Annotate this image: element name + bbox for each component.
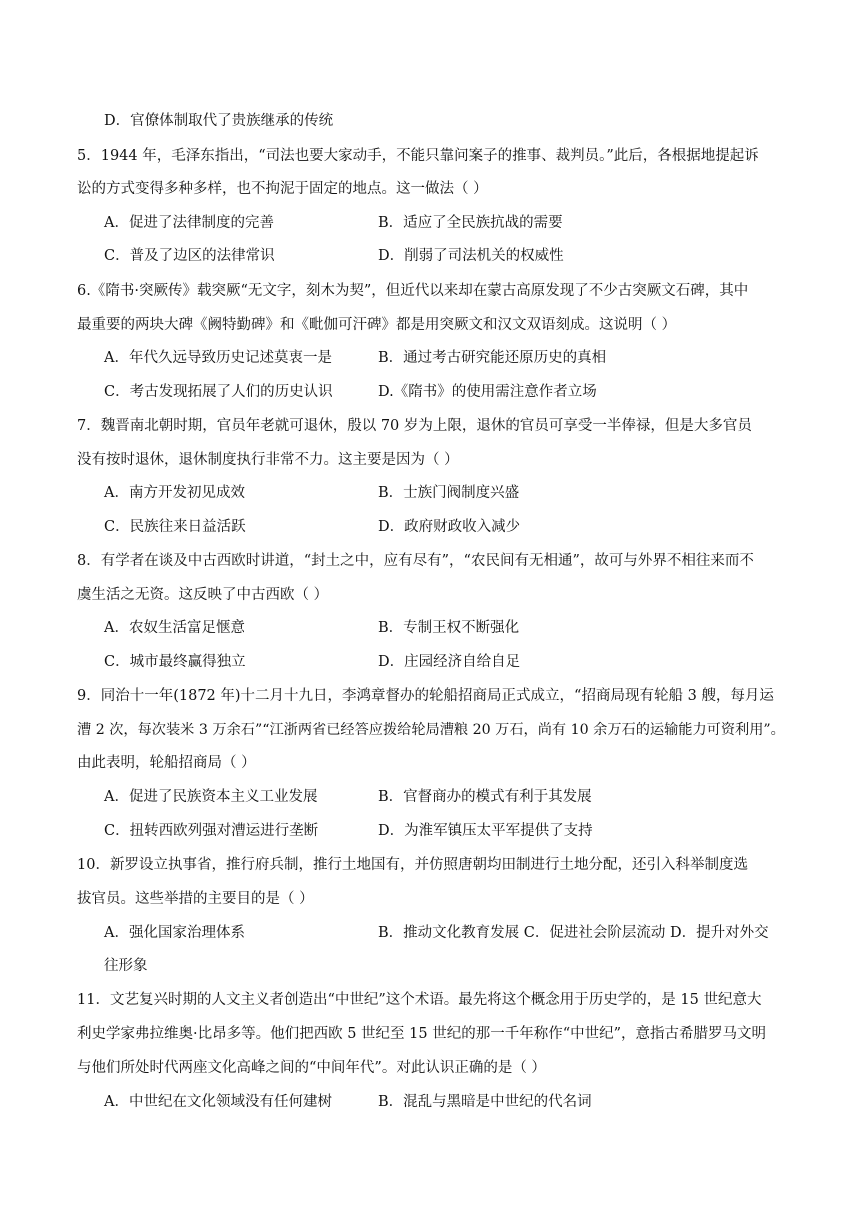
q11-stem-line2: 利史学家弗拉维奥·比昂多等。他们把西欧 5 世纪至 15 世纪的那一千年称作“中世纪”，意指古希腊罗马文明: [77, 1026, 767, 1042]
q8-option-c: C．城市最终赢得独立: [104, 654, 246, 670]
q6-option-d: D.《隋书》的使用需注意作者立场: [378, 384, 597, 400]
q6-stem-line2: 最重要的两块大碑《阙特勤碑》和《毗伽可汗碑》都是用突厥文和汉文双语刻成。这说明（ ）: [77, 317, 677, 333]
q5-stem-line1: 5．1944 年，毛泽东指出，“司法也要大家动手，不能只靠问案子的推事、裁判员。”此后，各根据地提起诉: [77, 148, 759, 164]
q5-option-b: B．适应了全民族抗战的需要: [378, 215, 563, 231]
q11-option-a: A．中世纪在文化领域没有任何建树: [104, 1094, 332, 1110]
q9-stem-line1: 9．同治十一年(1872 年)十二月十九日，李鸿章督办的轮船招商局正式成立，“招商局现有轮船 3 艘，每月运: [77, 688, 774, 704]
q7-option-b: B．士族门阀制度兴盛: [378, 485, 520, 501]
q7-stem-line2: 没有按时退休，退休制度执行非常不力。这主要是因为（ ）: [77, 452, 459, 468]
q7-option-a: A．南方开发初见成效: [104, 485, 245, 501]
q10-option-a: A．强化国家治理体系: [104, 925, 245, 941]
q7-stem-line1: 7．魏晋南北朝时期，官员年老就可退休，殷以 70 岁为上限，退休的官员可享受一半俸禄，但是大多官员: [77, 418, 752, 434]
q8-stem-line1: 8．有学者在谈及中古西欧时讲道，“封土之中，应有尽有”，“农民间有无相通”，故可与外界不相往来而不: [77, 553, 754, 569]
q10-option-bcd: B．推动文化教育发展 C．促进社会阶层流动 D．提升对外交: [378, 925, 769, 941]
q11-option-b: B．混乱与黑暗是中世纪的代名词: [378, 1094, 592, 1110]
q10-option-d-continued: 往形象: [104, 958, 148, 974]
q11-stem-line1: 11．文艺复兴时期的人文主义者创造出“中世纪”这个术语。最先将这个概念用于历史学的，是 15 世纪意大: [77, 992, 762, 1008]
q4-option-d: D．官僚体制取代了贵族继承的传统: [104, 113, 334, 129]
q5-option-a: A．促进了法律制度的完善: [104, 215, 274, 231]
q6-option-c: C．考古发现拓展了人们的历史认识: [104, 384, 333, 400]
q6-stem-line1: 6.《隋书·突厥传》载突厥“无文字，刻木为契”，但近代以来却在蒙古高原发现了不少古突厥文石碑，其中: [77, 283, 749, 299]
q8-stem-line2: 虞生活之无资。这反映了中古西欧（ ）: [77, 587, 329, 603]
q8-option-d: D．庄园经济自给自足: [378, 654, 521, 670]
q9-option-c: C．扭转西欧列强对漕运进行垄断: [104, 823, 319, 839]
q9-stem-line2: 漕 2 次，每次装米 3 万余石”“江浙两省已经答应拨给轮局漕粮 20 万石，尚有 10 余万石的运输能力可资利用”。: [77, 722, 785, 738]
q10-stem-line1: 10．新罗设立执事省，推行府兵制，推行土地国有，并仿照唐朝均田制进行土地分配，还引入科举制度选: [77, 857, 748, 873]
q11-stem-line3: 与他们所处时代两座文化高峰之间的“中间年代”。对此认识正确的是（ ）: [77, 1060, 546, 1076]
q9-stem-line3: 由此表明，轮船招商局（ ）: [77, 755, 256, 771]
q5-option-d: D．削弱了司法机关的权威性: [378, 248, 564, 264]
q6-option-b: B．通过考古研究能还原历史的真相: [378, 350, 607, 366]
q5-stem-line2: 讼的方式变得多种多样，也不拘泥于固定的地点。这一做法（ ）: [77, 181, 488, 197]
q5-option-c: C．普及了边区的法律常识: [104, 248, 275, 264]
q8-option-a: A．农奴生活富足惬意: [104, 620, 245, 636]
q6-option-a: A．年代久远导致历史记述莫衷一是: [104, 350, 332, 366]
q7-option-d: D．政府财政收入减少: [378, 519, 521, 535]
q8-option-b: B．专制王权不断强化: [378, 620, 520, 636]
q7-option-c: C．民族往来日益活跃: [104, 519, 246, 535]
q9-option-b: B．官督商办的模式有利于其发展: [378, 789, 592, 805]
q9-option-d: D．为淮军镇压太平军提供了支持: [378, 823, 593, 839]
q10-stem-line2: 拔官员。这些举措的主要目的是（ ）: [77, 891, 314, 907]
q9-option-a: A．促进了民族资本主义工业发展: [104, 789, 318, 805]
